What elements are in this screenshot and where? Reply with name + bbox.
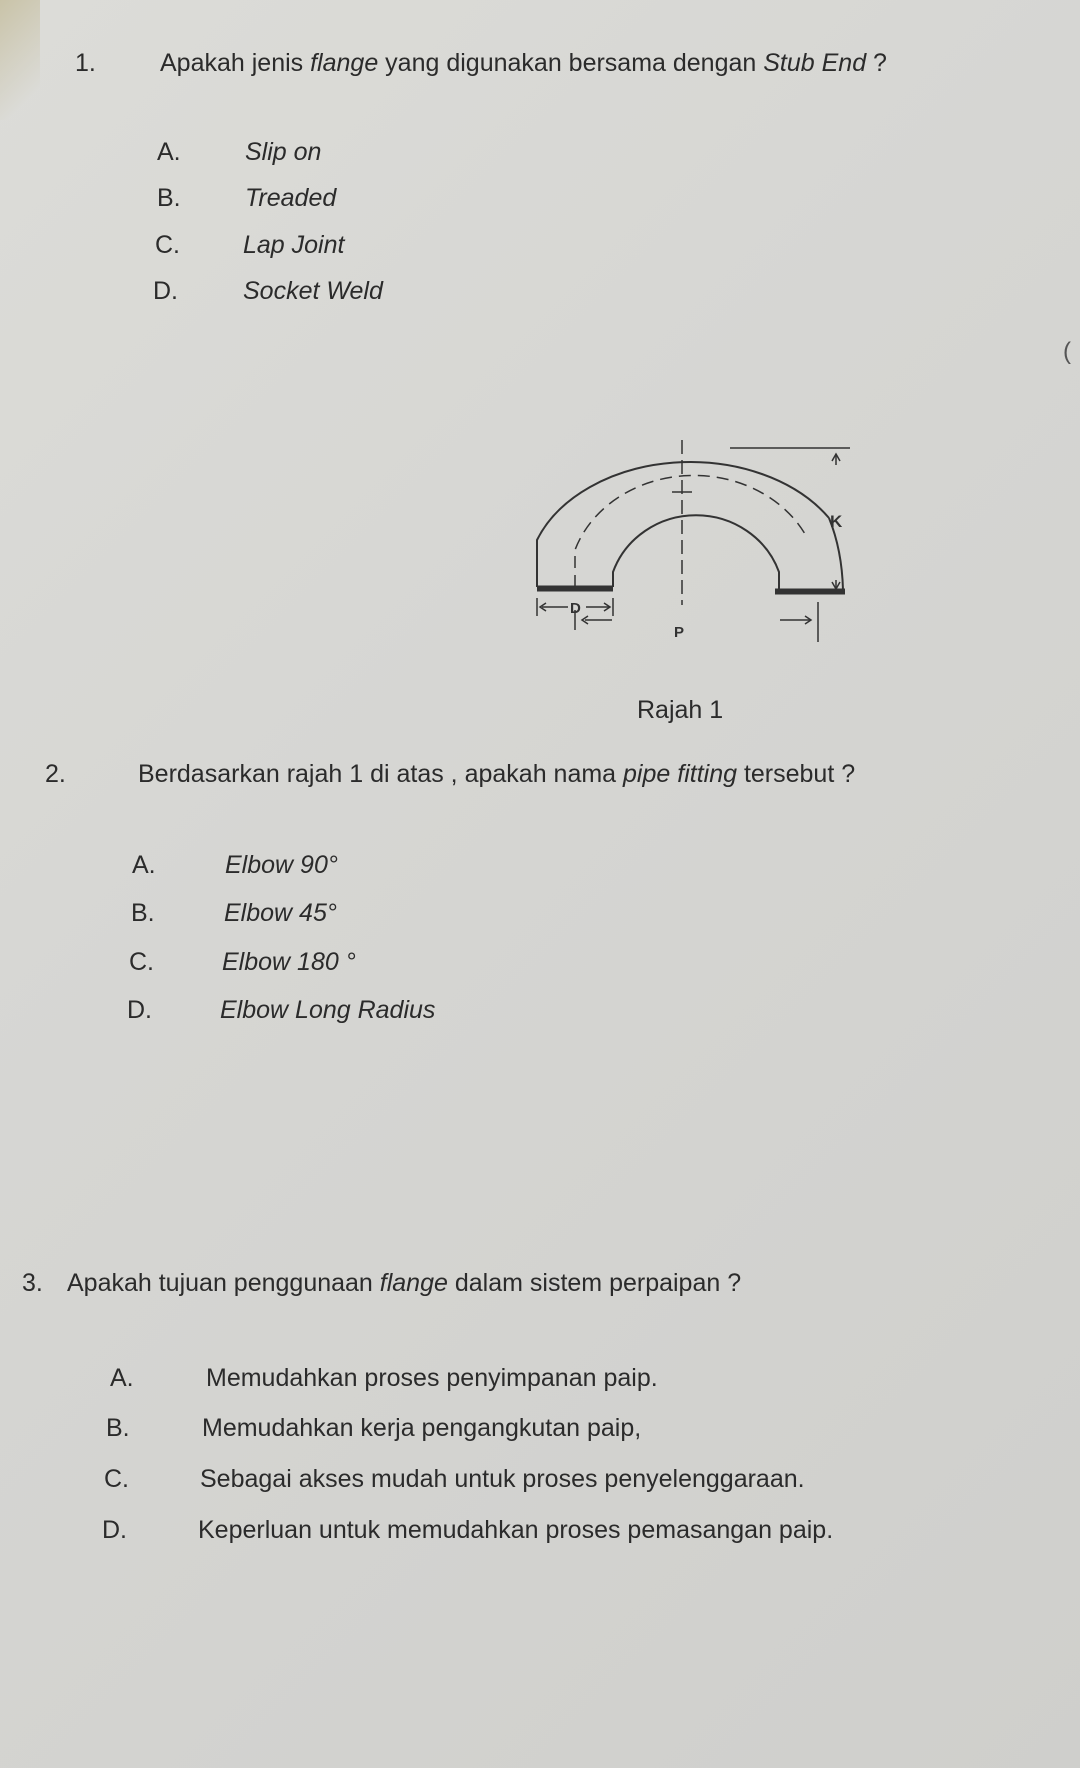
p-arrowheads [582,616,811,624]
figure-caption: Rajah 1 [637,696,724,724]
p-dimension-line [575,602,818,642]
label-d: D [570,600,581,617]
right-end-face [775,590,845,593]
label-k: K [830,512,843,531]
stray-mark: ( [1063,338,1071,365]
question-number: 2. [45,760,66,788]
outer-arc [537,462,829,587]
question-number: 1. [75,49,96,77]
question-1 [75,49,1035,81]
left-end-face [537,587,613,590]
question-text: Apakah tujuan penggunaan flange dalam sistem perpaipan ? [67,1269,742,1297]
question-number: 3. [22,1269,43,1297]
page-edge-shadow [0,0,40,120]
question-text: Apakah jenis flange yang digunakan bersama dengan Stub End ? [160,49,887,77]
elbow-diagram [520,430,880,650]
question-3 [22,1269,1062,1303]
question-2 [45,760,1045,792]
inner-arc [613,515,779,590]
question-text: Berdasarkan rajah 1 di atas , apakah nama pipe fitting tersebut ? [138,760,856,788]
label-p: P [674,624,685,641]
